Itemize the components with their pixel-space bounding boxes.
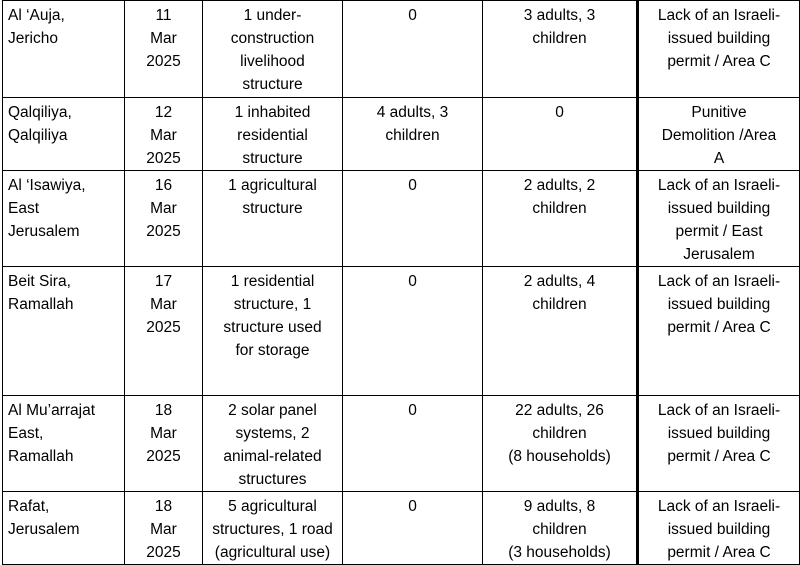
cell-date-line: Mar — [150, 425, 177, 442]
cell-date-line: 2025 — [146, 448, 181, 465]
table-row — [3, 171, 800, 267]
cell-location-line: Jerusalem — [8, 521, 80, 538]
cell-affected-line: 9 adults, 8 — [523, 498, 596, 515]
cell-affected — [483, 492, 638, 565]
cell-reason — [638, 267, 800, 396]
cell-structures-line: structures — [238, 471, 307, 488]
cell-location — [3, 492, 125, 565]
cell-displaced-line: 0 — [408, 7, 417, 24]
table-body — [3, 1, 800, 565]
cell-location-line: Ramallah — [8, 296, 74, 313]
cell-displaced-line: children — [385, 127, 440, 144]
cell-displaced-line: 0 — [408, 177, 417, 194]
cell-date-line: 17 — [154, 273, 173, 290]
cell-reason-line: issued building — [667, 200, 771, 217]
cell-location-line: Beit Sira, — [8, 273, 71, 290]
cell-reason-line: issued building — [667, 296, 771, 313]
cell-displaced-line: 0 — [408, 273, 417, 290]
cell-displaced — [343, 171, 483, 267]
cell-reason-line: Demolition /Area — [661, 127, 777, 144]
cell-reason-line: Lack of an Israeli- — [657, 273, 781, 290]
cell-affected — [483, 396, 638, 492]
cell-structures-line: 1 inhabited — [234, 104, 311, 121]
cell-location-line: Al ‘Isawiya, — [8, 177, 86, 194]
cell-reason-line: A — [713, 150, 725, 167]
cell-reason-line: Lack of an Israeli- — [657, 177, 781, 194]
cell-reason-line: permit / Area C — [667, 53, 771, 70]
cell-date — [125, 492, 203, 565]
cell-structures-line: structures, 1 road — [212, 521, 333, 538]
cell-displaced-line: 0 — [408, 402, 417, 419]
cell-location — [3, 171, 125, 267]
cell-structures — [203, 267, 343, 396]
cell-structures-line: for storage — [235, 342, 310, 359]
cell-location — [3, 267, 125, 396]
cell-affected-line: children — [532, 200, 587, 217]
cell-date-line: 2025 — [146, 544, 181, 561]
cell-structures — [203, 98, 343, 171]
table-row — [3, 267, 800, 396]
cell-date-line: Mar — [150, 296, 177, 313]
table-row — [3, 492, 800, 565]
cell-affected-line: 0 — [555, 104, 564, 121]
cell-reason-line: issued building — [667, 30, 771, 47]
cell-date — [125, 267, 203, 396]
cell-structures-line: structure used — [223, 319, 322, 336]
cell-date-line: Mar — [150, 200, 177, 217]
cell-date — [125, 98, 203, 171]
cell-affected-line: children — [532, 425, 587, 442]
cell-structures-line: construction — [230, 30, 315, 47]
cell-date-line: 2025 — [146, 150, 181, 167]
cell-structures-line: structure — [242, 200, 303, 217]
cell-location — [3, 396, 125, 492]
table-row — [3, 396, 800, 492]
cell-date-line: 2025 — [146, 319, 181, 336]
cell-affected-line: children — [532, 296, 587, 313]
cell-structures-line: livelihood — [240, 53, 305, 70]
cell-date-line: 11 — [155, 7, 172, 24]
cell-structures — [203, 171, 343, 267]
cell-date-line: 12 — [154, 104, 173, 121]
cell-structures-line: structure, 1 — [233, 296, 312, 313]
cell-reason-line: Lack of an Israeli- — [657, 498, 781, 515]
cell-reason-line: permit / Area C — [667, 319, 771, 336]
cell-affected-line: 22 adults, 26 — [515, 402, 604, 419]
cell-structures-line: systems, 2 — [235, 425, 310, 442]
cell-affected-line: (3 households) — [508, 544, 611, 561]
cell-reason-line: issued building — [667, 521, 771, 538]
cell-reason-line: Lack of an Israeli- — [657, 402, 781, 419]
cell-location-line: Al ‘Auja, — [8, 7, 65, 24]
cell-reason-line: Lack of an Israeli- — [657, 7, 781, 24]
cell-date-line: 2025 — [146, 223, 181, 240]
table-row — [3, 1, 800, 98]
cell-location-line: Al Mu’arrajat — [8, 402, 95, 419]
cell-date — [125, 1, 203, 98]
cell-displaced-line: 4 adults, 3 — [376, 104, 449, 121]
cell-location-line: Qalqiliya — [8, 127, 68, 144]
cell-location-line: Jerusalem — [8, 223, 80, 240]
cell-affected — [483, 1, 638, 98]
cell-location — [3, 98, 125, 171]
cell-date-line: Mar — [150, 127, 177, 144]
cell-date-line: Mar — [150, 30, 177, 47]
cell-reason — [638, 396, 800, 492]
table-row — [3, 98, 800, 171]
cell-reason-line: permit / East — [675, 223, 763, 240]
cell-date — [125, 396, 203, 492]
cell-structures-line: structure — [242, 76, 303, 93]
cell-location-line: East, — [8, 425, 44, 442]
cell-affected-line: 2 adults, 4 — [523, 273, 596, 290]
cell-structures-line: residential — [237, 127, 308, 144]
cell-reason — [638, 492, 800, 565]
cell-structures-line: 1 agricultural — [228, 177, 317, 194]
cell-structures — [203, 396, 343, 492]
cell-reason-line: issued building — [667, 425, 771, 442]
cell-reason-line: Punitive — [691, 104, 747, 121]
cell-structures-line: 1 residential — [230, 273, 315, 290]
cell-location-line: Jericho — [8, 30, 58, 47]
cell-structures-line: animal-related — [223, 448, 322, 465]
cell-date-line: 18 — [154, 402, 173, 419]
cell-structures — [203, 1, 343, 98]
cell-structures-line: 2 solar panel — [228, 402, 317, 419]
cell-date-line: 18 — [154, 498, 173, 515]
cell-location-line: Qalqiliya, — [8, 104, 72, 121]
cell-affected-line: children — [532, 30, 587, 47]
cell-location-line: East — [8, 200, 40, 217]
cell-affected-line: children — [532, 521, 587, 538]
cell-displaced — [343, 492, 483, 565]
cell-date — [125, 171, 203, 267]
cell-structures-line: 1 under- — [243, 7, 302, 24]
cell-affected-line: 2 adults, 2 — [523, 177, 596, 194]
cell-displaced — [343, 98, 483, 171]
cell-structures — [203, 492, 343, 565]
cell-structures-line: (agricultural use) — [214, 544, 331, 561]
cell-reason — [638, 1, 800, 98]
cell-affected-line: (8 households) — [508, 448, 611, 465]
cell-displaced-line: 0 — [408, 498, 417, 515]
cell-reason-line: permit / Area C — [667, 544, 771, 561]
cell-location-line: Ramallah — [8, 448, 74, 465]
cell-structures-line: 5 agricultural — [228, 498, 317, 515]
cell-date-line: 2025 — [146, 53, 181, 70]
cell-affected — [483, 267, 638, 396]
cell-date-line: Mar — [150, 521, 177, 538]
cell-location-line: Rafat, — [8, 498, 50, 515]
cell-date-line: 16 — [154, 177, 173, 194]
cell-location — [3, 1, 125, 98]
cell-affected-line: 3 adults, 3 — [523, 7, 596, 24]
cell-reason-line: permit / Area C — [667, 448, 771, 465]
cell-displaced — [343, 396, 483, 492]
demolitions-table — [2, 0, 800, 565]
cell-displaced — [343, 1, 483, 98]
cell-affected — [483, 171, 638, 267]
cell-reason-line: Jerusalem — [683, 246, 755, 263]
cell-reason — [638, 171, 800, 267]
cell-structures-line: structure — [242, 150, 303, 167]
cell-displaced — [343, 267, 483, 396]
cell-reason — [638, 98, 800, 171]
cell-affected — [483, 98, 638, 171]
